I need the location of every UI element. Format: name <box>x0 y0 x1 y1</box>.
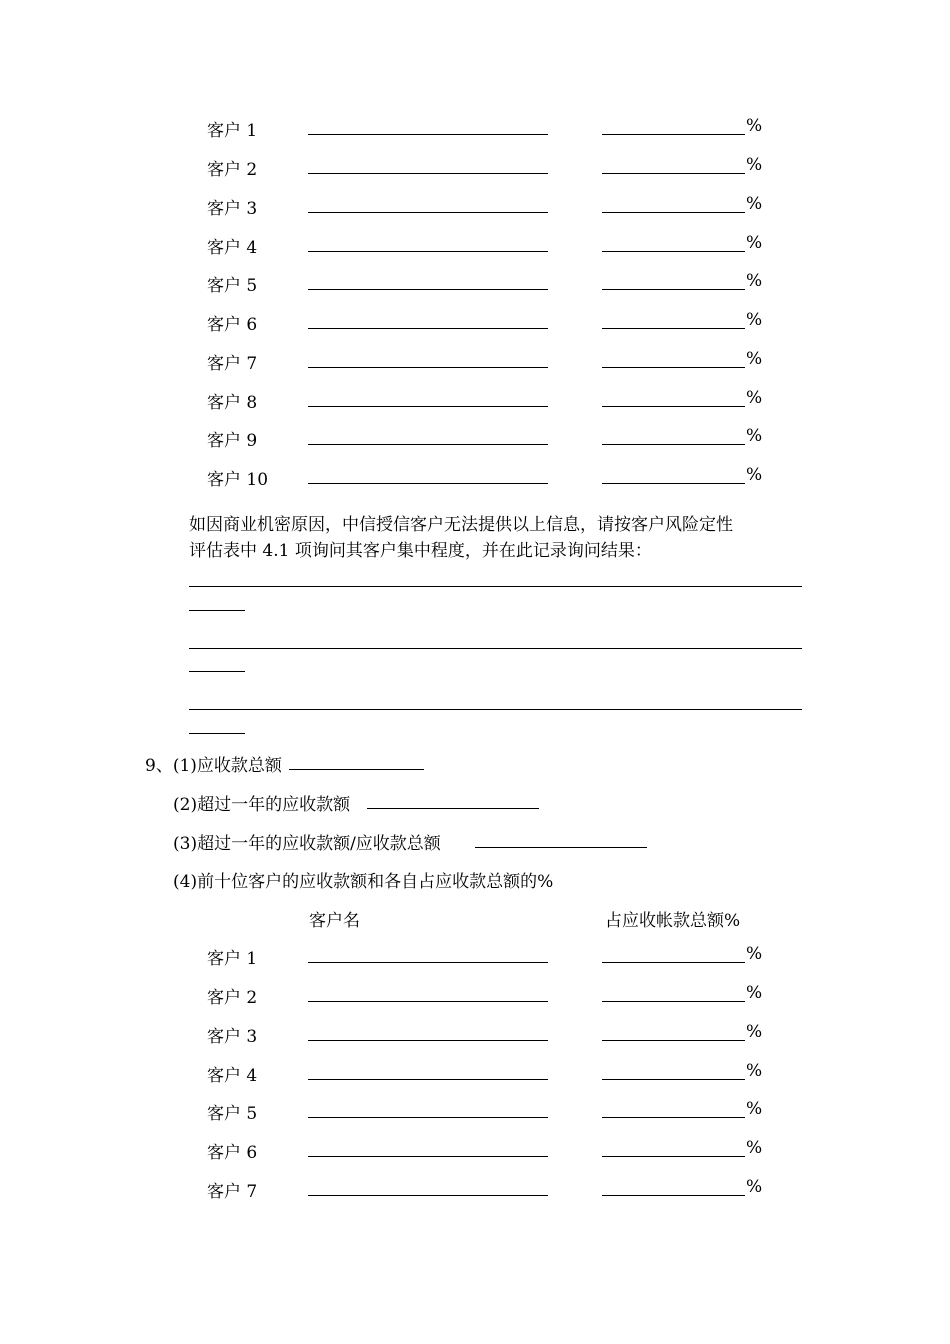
overdue-ratio-blank[interactable] <box>475 847 647 848</box>
customer-row <box>0 465 950 489</box>
customer-row <box>0 194 950 218</box>
customer-percent-blank[interactable] <box>602 444 745 445</box>
receivables-total-blank[interactable] <box>289 769 424 770</box>
percent-sign: % <box>746 1138 763 1158</box>
customer-row <box>0 1099 950 1123</box>
customer-row <box>0 388 950 412</box>
customer-percent-blank[interactable] <box>602 212 745 213</box>
customer-label: 客户 2 <box>207 988 258 1008</box>
customer-row <box>0 426 950 450</box>
customer-name-blank[interactable] <box>308 1195 548 1196</box>
customer-row <box>0 1022 950 1046</box>
customer-row <box>0 310 950 334</box>
column-header-percent: 占应收帐款总额% <box>605 911 741 931</box>
customer-percent-blank[interactable] <box>602 328 745 329</box>
customer-percent-blank[interactable] <box>602 289 745 290</box>
percent-sign: % <box>746 349 763 369</box>
customer-row <box>0 944 950 968</box>
customer-label: 客户 5 <box>207 276 258 296</box>
q9-item-1: 9、(1)应收款总额 <box>145 756 282 776</box>
customer-percent-blank[interactable] <box>602 1079 745 1080</box>
customer-row <box>0 1061 950 1085</box>
customer-name-blank[interactable] <box>308 212 548 213</box>
customer-label: 客户 6 <box>207 315 258 335</box>
percent-sign: % <box>746 155 763 175</box>
customer-name-blank[interactable] <box>308 962 548 963</box>
percent-sign: % <box>746 1099 763 1119</box>
customer-name-blank[interactable] <box>308 173 548 174</box>
percent-sign: % <box>746 1022 763 1042</box>
customer-percent-blank[interactable] <box>602 483 745 484</box>
q9-item-2: (2)超过一年的应收款额 <box>173 795 351 815</box>
customer-name-blank[interactable] <box>308 1117 548 1118</box>
q9-item-4: (4)前十位客户的应收款额和各自占应收款总额的% <box>173 872 554 892</box>
customer-label: 客户 4 <box>207 238 258 258</box>
customer-label: 客户 5 <box>207 1104 258 1124</box>
customer-percent-blank[interactable] <box>602 1117 745 1118</box>
customer-percent-blank[interactable] <box>602 1001 745 1002</box>
customer-label: 客户 7 <box>207 1182 258 1202</box>
percent-sign: % <box>746 465 763 485</box>
note-line-2: 评估表中 4.1 项询问其客户集中程度，并在此记录询问结果： <box>189 541 652 561</box>
customer-label: 客户 9 <box>207 431 258 451</box>
customer-label: 客户 4 <box>207 1066 258 1086</box>
customer-name-blank[interactable] <box>308 367 548 368</box>
percent-sign: % <box>746 194 763 214</box>
customer-label: 客户 8 <box>207 393 258 413</box>
customer-row <box>0 349 950 373</box>
percent-sign: % <box>746 388 763 408</box>
percent-sign: % <box>746 310 763 330</box>
customer-name-blank[interactable] <box>308 134 548 135</box>
answer-blank-line-tail[interactable] <box>189 733 245 734</box>
percent-sign: % <box>746 1177 763 1197</box>
answer-blank-line[interactable] <box>189 586 802 587</box>
customer-name-blank[interactable] <box>308 1079 548 1080</box>
customer-percent-blank[interactable] <box>602 1156 745 1157</box>
answer-blank-line-tail[interactable] <box>189 610 245 611</box>
percent-sign: % <box>746 271 763 291</box>
customer-name-blank[interactable] <box>308 483 548 484</box>
customer-name-blank[interactable] <box>308 289 548 290</box>
customer-name-blank[interactable] <box>308 1040 548 1041</box>
customer-label: 客户 1 <box>207 121 258 141</box>
customer-name-blank[interactable] <box>308 1001 548 1002</box>
customer-percent-blank[interactable] <box>602 406 745 407</box>
customer-name-blank[interactable] <box>308 444 548 445</box>
customer-percent-blank[interactable] <box>602 1040 745 1041</box>
answer-blank-line[interactable] <box>189 648 802 649</box>
column-header-customer-name: 客户名 <box>309 911 360 931</box>
customer-percent-blank[interactable] <box>602 134 745 135</box>
customer-row <box>0 116 950 140</box>
customer-percent-blank[interactable] <box>602 367 745 368</box>
customer-label: 客户 6 <box>207 1143 258 1163</box>
customer-row <box>0 233 950 257</box>
percent-sign: % <box>746 116 763 136</box>
customer-label: 客户 10 <box>207 470 269 490</box>
customer-name-blank[interactable] <box>308 328 548 329</box>
note-line-1: 如因商业机密原因，中信授信客户无法提供以上信息，请按客户风险定性 <box>189 515 733 535</box>
customer-row <box>0 1177 950 1201</box>
percent-sign: % <box>746 1061 763 1081</box>
customer-name-blank[interactable] <box>308 406 548 407</box>
percent-sign: % <box>746 426 763 446</box>
customer-label: 客户 1 <box>207 949 258 969</box>
customer-row <box>0 983 950 1007</box>
customer-label: 客户 7 <box>207 354 258 374</box>
answer-blank-line-tail[interactable] <box>189 671 245 672</box>
customer-row <box>0 271 950 295</box>
q9-item-3: (3)超过一年的应收款额/应收款总额 <box>173 834 441 854</box>
customer-name-blank[interactable] <box>308 251 548 252</box>
customer-percent-blank[interactable] <box>602 962 745 963</box>
customer-label: 客户 3 <box>207 199 258 219</box>
customer-name-blank[interactable] <box>308 1156 548 1157</box>
overdue-receivables-blank[interactable] <box>367 808 539 809</box>
customer-percent-blank[interactable] <box>602 1195 745 1196</box>
percent-sign: % <box>746 983 763 1003</box>
customer-label: 客户 2 <box>207 160 258 180</box>
customer-row <box>0 155 950 179</box>
customer-row <box>0 1138 950 1162</box>
answer-blank-line[interactable] <box>189 709 802 710</box>
percent-sign: % <box>746 233 763 253</box>
percent-sign: % <box>746 944 763 964</box>
customer-percent-blank[interactable] <box>602 251 745 252</box>
customer-percent-blank[interactable] <box>602 173 745 174</box>
customer-label: 客户 3 <box>207 1027 258 1047</box>
